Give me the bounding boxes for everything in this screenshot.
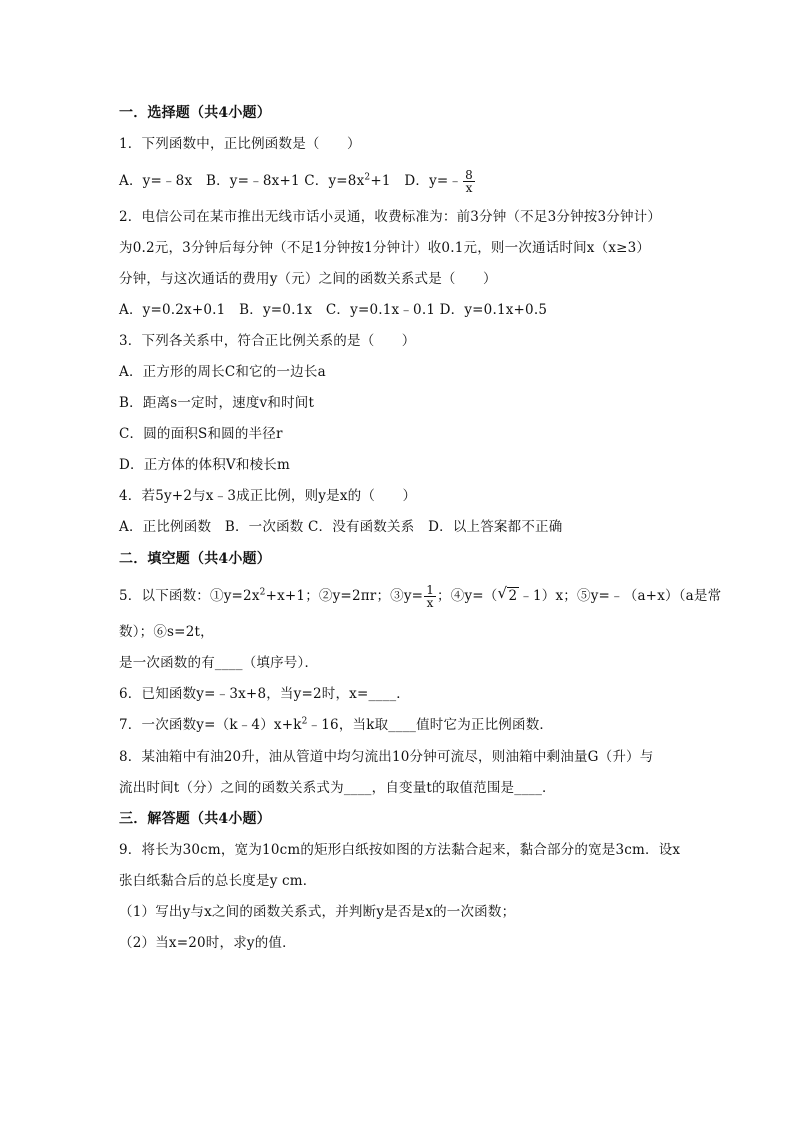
exponent: 2: [259, 587, 266, 598]
section-heading-solve: 三．解答题（共4小题）: [119, 811, 271, 827]
question-text: ﹣1）x；⑤y=﹣（a+x）（a是常: [519, 588, 722, 604]
section-heading-fill: 二．填空题（共4小题）: [119, 551, 271, 567]
question-7: [119, 715, 679, 735]
question-3-option-b: B．距离s一定时，速度v和时间t: [119, 395, 315, 411]
question-3-option-a: A．正方形的周长C和它的一边长a: [119, 364, 326, 380]
question-3-option-d: D．正方体的体积V和棱长m: [119, 457, 290, 473]
question-2-line-2: 为0.2元，3分钟后每分钟（不足1分钟按1分钟计）收0.1元，则一次通话时间x（x≥3）: [119, 240, 651, 256]
question-text: 7．一次函数y=（k﹣4）x+k: [119, 717, 302, 733]
exponent: 2: [301, 716, 308, 727]
radicand: 2: [508, 588, 518, 604]
fraction-denominator: x: [465, 181, 473, 195]
square-root: [498, 586, 520, 606]
fraction: [463, 169, 475, 194]
question-9-part-2: （2）当x=20时，求y的值．: [119, 935, 296, 951]
question-2-options: A．y=0.2x+0.1 B．y=0.1x C．y=0.1x﹣0.1 D．y=0.1x+0.5: [119, 302, 548, 318]
question-1: 1．下列函数中，正比例函数是（ ）: [119, 136, 361, 152]
option-text: A．y=﹣8x B．y=﹣8x+1 C．y=8x: [119, 173, 365, 189]
question-5-line-3: 是一次函数的有____（填序号）．: [119, 655, 319, 671]
question-1-options: [119, 169, 679, 194]
question-8-line-1: 8．某油箱中有油20升，油从管道中均匀流出10分钟可流尽，则油箱中剩油量G（升）与: [119, 749, 654, 765]
question-9-line-1: 9．将长为30cm，宽为10cm的矩形白纸按如图的方法黏合起来，黏合部分的宽是3cm．设x: [119, 842, 681, 858]
question-5-line-1: [119, 583, 722, 610]
section-heading-choice: 一．选择题（共4小题）: [119, 105, 271, 121]
question-3-option-c: C．圆的面积S和圆的半径r: [119, 426, 283, 442]
question-text: +x+1；②y=2πr；③y=: [265, 588, 424, 604]
question-4: 4．若5y+2与x﹣3成正比例，则y是x的（ ）: [119, 488, 417, 504]
question-5-line-2: 数）；⑥s=2t，: [119, 624, 214, 640]
option-text: +1 D．y=﹣: [370, 173, 463, 189]
question-text: 5．以下函数：①y=2x: [119, 588, 260, 604]
question-4-options: A．正比例函数 B．一次函数 C．没有函数关系 D．以上答案都不正确: [119, 519, 563, 535]
question-2-line-3: 分钟，与这次通话的费用y（元）之间的函数关系式是（ ）: [119, 271, 497, 287]
question-2-line-1: 2．电信公司在某市推出无线市话小灵通，收费标准为：前3分钟（不足3分钟按3分钟计）: [119, 209, 662, 225]
fraction-numerator: 1: [426, 583, 435, 597]
exponent: 2: [364, 172, 371, 183]
question-6: 6．已知函数y=﹣3x+8，当y=2时，x=____．: [119, 686, 410, 702]
question-8-line-2: 流出时间t（分）之间的函数关系式为____，自变量t的取值范围是____．: [119, 780, 556, 796]
radical-sign-icon: √: [497, 584, 508, 602]
fraction-numerator: 8: [465, 168, 473, 182]
question-3: 3．下列各关系中，符合正比例关系的是（ ）: [119, 333, 416, 349]
question-text: ；④y=（: [437, 588, 498, 604]
question-text: ﹣16，当k取____值时它为正比例函数．: [307, 717, 554, 733]
fraction-denominator: x: [426, 596, 434, 610]
question-9-line-2: 张白纸黏合后的总长度是y cm．: [119, 873, 317, 889]
question-9-part-1: （1）写出y与x之间的函数关系式，并判断y是否是x的一次函数；: [119, 904, 516, 920]
fraction: [424, 584, 436, 609]
